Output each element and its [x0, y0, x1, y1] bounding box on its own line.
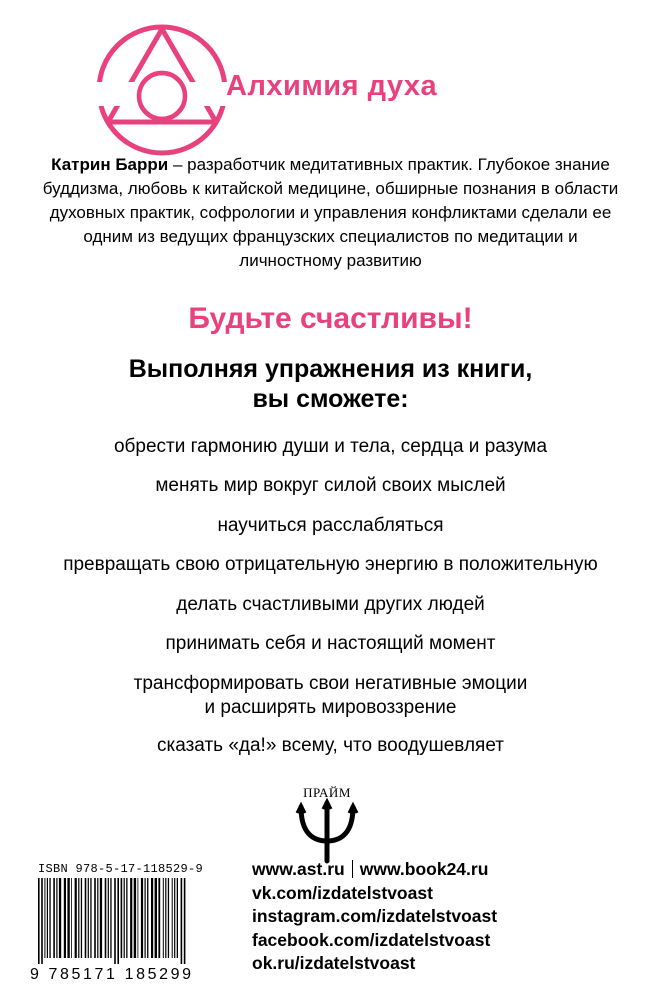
subheading — [40, 354, 621, 414]
benefit-item — [10, 734, 651, 758]
barcode-bar — [88, 878, 89, 958]
benefit-text: обрести гармонию души и тела, сердца и разума — [113, 436, 548, 457]
benefit-item — [10, 672, 651, 720]
barcode-bar — [184, 878, 186, 964]
benefit-item — [10, 553, 651, 577]
barcode-bar — [97, 878, 98, 958]
barcode-bar — [105, 878, 107, 958]
barcode-bar — [59, 878, 61, 958]
barcode-bar — [71, 878, 72, 958]
barcode-bar — [53, 878, 55, 958]
vk-link[interactable]: vk.com/izdatelstvoast — [252, 882, 433, 903]
barcode-bar — [85, 878, 87, 958]
barcode-bar — [145, 878, 146, 958]
benefit-item — [10, 474, 651, 498]
barcode-bar — [117, 878, 119, 964]
subheading-line-2: вы сможете: — [252, 385, 409, 413]
benefit-item — [10, 514, 651, 538]
bio-text: – разработчик медитативных практик. Глубокое знание буддизма, любовь к китайской медицине, обширные познания в области духовных практик, софрологии и управления конфликтами сделали ее одним из ведущих французских специалистов по медитации и личностному развитию — [42, 155, 619, 270]
benefit-text: сказать «да!» всему, что воодушевляет — [157, 735, 504, 756]
benefit-item — [10, 435, 651, 459]
barcode-bar — [168, 878, 169, 958]
benefit-text-continued: и расширять мировоззрение — [204, 697, 457, 718]
barcode-bar — [38, 878, 40, 964]
benefit-item — [10, 593, 651, 617]
benefit-text: трансформировать свои негативные эмоции — [133, 673, 528, 694]
author-name: Катрин Барри — [51, 155, 169, 174]
barcode-bar — [47, 878, 48, 958]
site-link-ast[interactable]: www.ast.ru — [252, 859, 345, 879]
author-bio — [40, 153, 621, 273]
barcode-bar — [64, 878, 66, 958]
link-separator — [352, 860, 353, 878]
barcode-bar — [174, 878, 175, 958]
barcode-bar — [100, 878, 102, 958]
benefit-text: делать счастливыми других людей — [176, 594, 485, 615]
benefit-item — [10, 632, 651, 656]
barcode-bar — [165, 878, 166, 958]
barcode-bar — [56, 878, 57, 958]
barcode-bar — [177, 878, 178, 958]
barcode-bar — [126, 878, 127, 958]
barcode-bar — [90, 878, 91, 958]
tagline: Будьте счастливы! — [188, 302, 473, 335]
facebook-link[interactable]: facebook.com/izdatelstvoast — [252, 929, 491, 950]
barcode-bar — [124, 878, 125, 958]
subheading-line-1: Выполняя упражнения из книги, — [128, 355, 533, 383]
barcode-bar — [181, 878, 183, 964]
barcode-bar — [151, 878, 153, 958]
series-title: Алхимия духа — [226, 70, 438, 102]
ok-link[interactable]: ok.ru/izdatelstvoast — [252, 953, 416, 973]
isbn-number: ISBN 978-5-17-118529-9 — [38, 862, 204, 876]
psi-icon — [291, 785, 363, 867]
barcode — [32, 878, 220, 964]
barcode-bar — [41, 878, 43, 964]
site-link-book24[interactable]: www.book24.ru — [359, 859, 489, 879]
barcode-bar — [94, 878, 96, 958]
barcode-bar — [108, 878, 109, 958]
barcode-bar — [114, 878, 116, 964]
barcode-bar — [78, 878, 79, 958]
barcode-bar — [121, 878, 123, 958]
benefit-text: превращать свою отрицательную энергию в положительную — [63, 554, 598, 575]
publisher-links — [252, 858, 497, 976]
barcode-bar — [44, 878, 45, 958]
barcode-bar — [155, 878, 157, 958]
benefit-text: научиться расслабляться — [217, 515, 444, 536]
links-row-sites — [252, 858, 497, 882]
barcode-bar — [67, 878, 69, 958]
barcode-bar — [134, 878, 136, 958]
benefit-text: менять мир вокруг силой своих мыслей — [155, 475, 506, 496]
alchemy-circle-triangle-icon — [92, 20, 232, 160]
barcode-bar — [110, 878, 111, 958]
benefit-text: принимать себя и настоящий момент — [165, 633, 496, 654]
barcode-bar — [81, 878, 82, 958]
barcode-bar — [141, 878, 143, 958]
barcode-bar — [130, 878, 132, 958]
barcode-bar — [172, 878, 173, 958]
barcode-bar — [49, 878, 50, 958]
instagram-link[interactable]: instagram.com/izdatelstvoast — [252, 906, 498, 926]
barcode-bar — [138, 878, 139, 958]
barcode-bar — [163, 878, 164, 958]
barcode-bar — [147, 878, 148, 958]
barcode-bar — [158, 878, 160, 958]
publisher-name: ПРАЙМ — [303, 785, 351, 800]
barcode-bar — [75, 878, 77, 958]
barcode-digits: 9 785171 185299 — [30, 966, 194, 983]
